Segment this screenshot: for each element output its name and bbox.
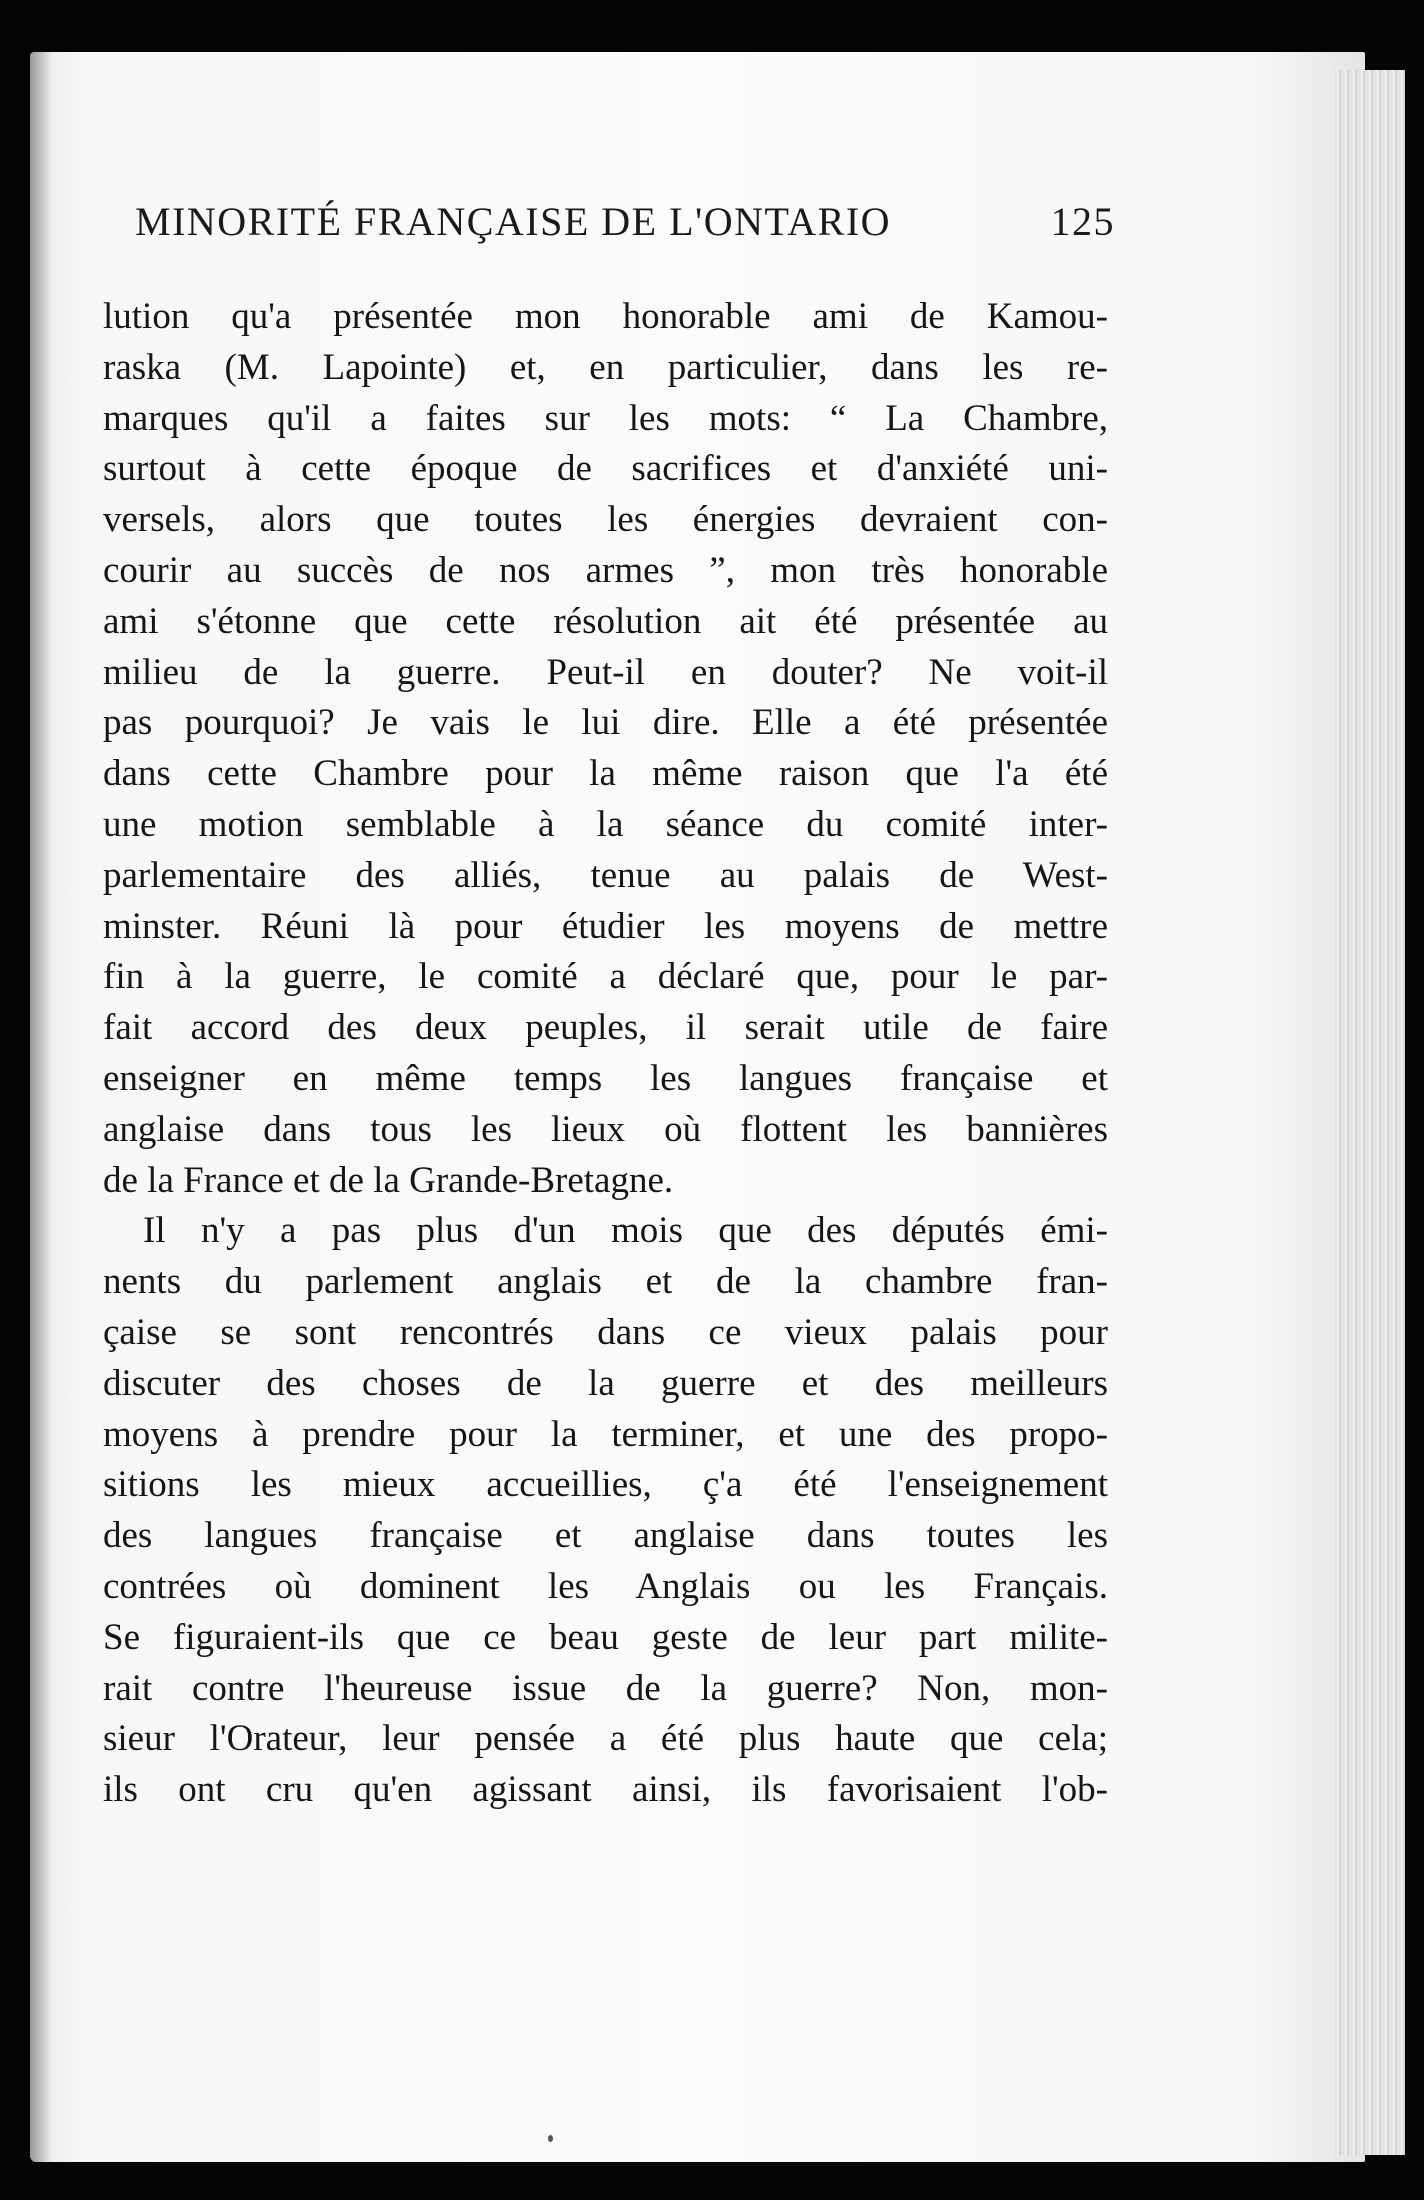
text-line: sitions les mieux accueillies, ç'a été l'enseignement — [103, 1464, 1108, 1506]
binding-shadow — [30, 52, 52, 2162]
text-line: raska (M. Lapointe) et, en particulier, dans les re- — [103, 346, 1108, 388]
text-line: enseigner en même temps les langues française et — [103, 1057, 1108, 1099]
text-line: fait accord des deux peuples, il serait utile de faire — [103, 1007, 1108, 1049]
text-line: anglaise dans tous les lieux où flottent les bannières — [103, 1108, 1108, 1150]
running-title: MINORITÉ FRANÇAISE DE L'ONTARIO — [135, 199, 892, 244]
text-line: rait contre l'heureuse issue de la guerre? Non, mon- — [103, 1667, 1108, 1709]
page-stack-edges — [1335, 70, 1405, 2155]
page-number: 125 — [1050, 199, 1115, 244]
text-line: nents du parlement anglais et de la chambre fran- — [103, 1261, 1108, 1303]
paragraph-1 — [103, 292, 1108, 1206]
text-line: dans cette Chambre pour la même raison que l'a été — [103, 753, 1108, 795]
page-body-text — [103, 292, 1108, 1816]
text-line: minster. Réuni là pour étudier les moyens de mettre — [103, 905, 1108, 947]
text-line: ami s'étonne que cette résolution ait été présentée au — [103, 600, 1108, 642]
text-line: milieu de la guerre. Peut-il en douter? Ne voit-il — [103, 651, 1108, 693]
text-line: surtout à cette époque de sacrifices et d'anxiété uni- — [103, 448, 1108, 490]
text-line: sieur l'Orateur, leur pensée a été plus haute que cela; — [103, 1718, 1108, 1760]
text-line: lution qu'a présentée mon honorable ami de Kamou- — [103, 296, 1108, 337]
text-line: de la France et de la Grande-Bretagne. — [103, 1159, 674, 1201]
text-line: contrées où dominent les Anglais ou les Français. — [103, 1565, 1108, 1607]
text-line: une motion semblable à la séance du comité inter- — [103, 803, 1108, 845]
text-line: des langues française et anglaise dans toutes les — [103, 1515, 1108, 1557]
text-line: ils ont cru qu'en agissant ainsi, ils favorisaient l'ob- — [103, 1769, 1108, 1811]
ink-speck — [548, 2135, 553, 2142]
text-line: parlementaire des alliés, tenue au palais de West- — [103, 854, 1108, 896]
text-line: çaise se sont rencontrés dans ce vieux palais pour — [103, 1311, 1108, 1353]
paragraph-2 — [103, 1206, 1108, 1816]
text-line: Se figuraient-ils que ce beau geste de leur part milite- — [103, 1616, 1108, 1658]
text-line: discuter des choses de la guerre et des meilleurs — [103, 1362, 1108, 1404]
text-line: marques qu'il a faites sur les mots: “ La Chambre, — [103, 397, 1108, 439]
running-header — [105, 198, 1115, 248]
text-line: Il n'y a pas plus d'un mois que des députés émi- — [143, 1210, 1108, 1252]
text-line: courir au succès de nos armes ”, mon très honorable — [103, 549, 1108, 591]
text-line: moyens à prendre pour la terminer, et une des propo- — [103, 1413, 1108, 1455]
text-line: fin à la guerre, le comité a déclaré que, pour le par- — [103, 956, 1108, 998]
text-line: pas pourquoi? Je vais le lui dire. Elle a été présentée — [103, 702, 1108, 744]
text-line: versels, alors que toutes les énergies devraient con- — [103, 499, 1108, 541]
